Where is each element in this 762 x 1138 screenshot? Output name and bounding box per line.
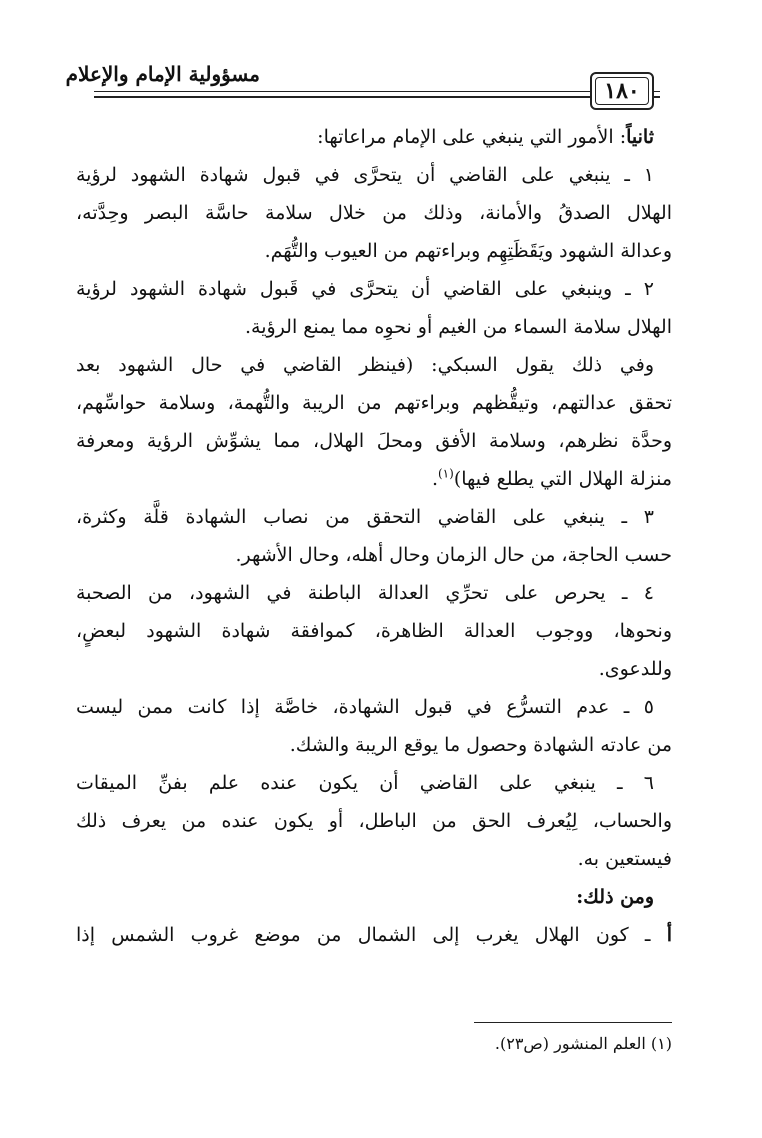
quote-line-4-end: . xyxy=(431,468,438,490)
item-a-text: ـ كون الهلال يغرب إلى الشمال من موضع غروب الشمس إذا xyxy=(76,924,667,946)
item-5-line-2: من عادته الشهادة وحصول ما يوقع الريبة والشك. xyxy=(289,734,672,756)
page-number-label: ١٨٠ xyxy=(604,78,640,104)
item-6-line-1: ٦ ـ ينبغي على القاضي أن يكون عنده علم بفنِّ الميقات xyxy=(76,772,654,794)
item-4-line-2: ونحوها، ووجوب العدالة الظاهرة، كموافقة شهادة الشهود لبعضٍ، xyxy=(76,620,672,642)
footnote: (١) العلم المنشور (ص٢٣). xyxy=(494,1034,672,1053)
section-heading-text: : الأمور التي ينبغي على الإمام مراعاتها: xyxy=(317,126,627,148)
running-title: مسؤولية الإمام والإعلام xyxy=(65,62,260,86)
quote-line-1: وفي ذلك يقول السبكي: (فينظر القاضي في حال الشهود بعد xyxy=(76,354,654,376)
section-heading xyxy=(76,118,672,156)
item-5-line-1: ٥ ـ عدم التسرُّع في قبول الشهادة، خاصَّة إذا كانت ممن ليست xyxy=(76,696,654,718)
item-6-line-3: فيستعين به. xyxy=(577,848,672,870)
body-text xyxy=(76,118,672,954)
item-1-line-2: الهلال الصدقُ والأمانة، وذلك من خلال سلامة حاسَّة البصر وحِدَّته، xyxy=(76,202,672,224)
item-3-line-2: حسب الحاجة، من حال الزمان وحال أهله، وحال الأشهر. xyxy=(235,544,672,566)
item-1-line-1: ١ ـ ينبغي على القاضي أن يتحرَّى في قبول شهادة الشهود لرؤية xyxy=(76,164,654,186)
footnote-reference[interactable]: (١) xyxy=(437,466,454,481)
item-2-line-2: الهلال سلامة السماء من الغيم أو نحوِه مما يمنع الرؤية. xyxy=(244,316,672,338)
section-heading-label: ثانياً xyxy=(626,126,654,148)
quote-line-2: تحقق عدالتهم، وتيقُّظهم وبراءتهم من الريبة والتُّهمة، وسلامة حواسِّهم، xyxy=(76,392,672,414)
quote-line-4 xyxy=(76,460,672,498)
item-4-line-3: وللدعوى. xyxy=(598,658,672,680)
header-rule xyxy=(94,91,660,92)
item-a-line-1 xyxy=(76,916,672,954)
quote-line-3: وحدَّة نظرهم، وسلامة الأفق ومحلَ الهلال، مما يشوِّش الرؤية ومعرفة xyxy=(76,430,672,452)
footnote-rule xyxy=(474,1022,672,1023)
item-2-line-1: ٢ ـ وينبغي على القاضي أن يتحرَّى في قَبول شهادة الشهود لرؤية xyxy=(76,278,654,300)
item-1-line-3: وعدالة الشهود ويَقَظَتِهِم وبراءتهم من العيوب والتُّهَم. xyxy=(264,240,672,262)
header-rule xyxy=(94,96,660,98)
item-6-line-2: والحساب، لِيُعرف الحق من الباطل، أو يكون عنده من يعرف ذلك xyxy=(76,810,672,832)
item-a-letter: أ xyxy=(666,924,672,946)
subheading: ومن ذلك: xyxy=(576,886,654,908)
quote-line-4-text: منزلة الهلال التي يطلع فيها) xyxy=(453,468,672,490)
item-4-line-1: ٤ ـ يحرص على تحرِّي العدالة الباطنة في الشهود، من الصحبة xyxy=(76,582,654,604)
page-number xyxy=(590,72,654,110)
item-3-line-1: ٣ ـ ينبغي على القاضي التحقق من نصاب الشهادة قلَّة وكثرة، xyxy=(76,506,654,528)
